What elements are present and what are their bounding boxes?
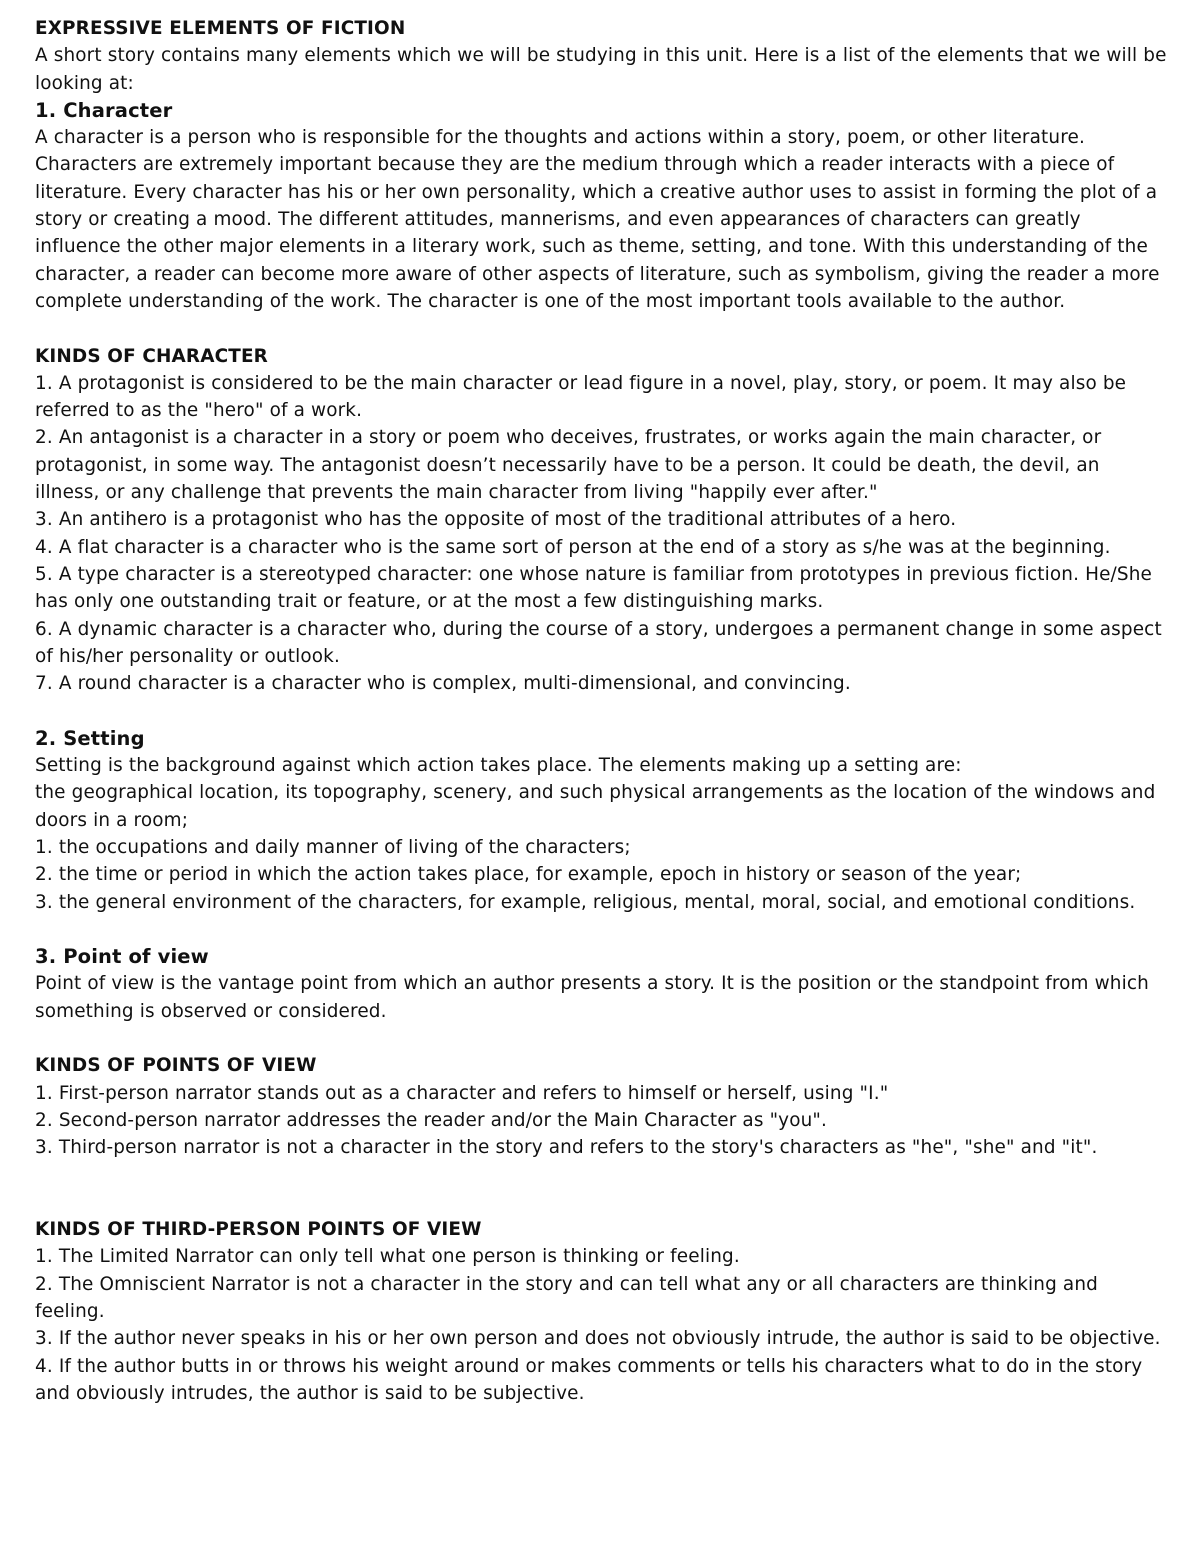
setting-line: 1. the occupations and daily manner of living of the characters; (35, 836, 631, 858)
list-item: 4. A flat character is a character who is the same sort of person at the end of a story as s/he was at the beginning. (35, 536, 1111, 558)
setting-heading: 2. Setting (35, 726, 145, 750)
list-item: 1. First-person narrator stands out as a character and refers to himself or herself, using "I." (35, 1082, 889, 1104)
kinds-of-points-of-view-heading: KINDS OF POINTS OF VIEW (35, 1055, 317, 1077)
list-item: 2. The Omniscient Narrator is not a character in the story and can tell what any or all characters are thinking and feeling. (35, 1273, 1098, 1322)
list-item: 4. If the author butts in or throws his weight around or makes comments or tells his characters what to do in the story and obviously intrudes, the author is said to be subjective. (35, 1355, 1143, 1404)
point-of-view-heading: 3. Point of view (35, 945, 209, 969)
setting-line: 2. the time or period in which the action takes place, for example, epoch in history or season of the year; (35, 864, 1022, 886)
list-item: 3. Third-person narrator is not a character in the story and refers to the story's characters as "he", "she" and "it". (35, 1137, 1098, 1159)
spacer (35, 1025, 1170, 1052)
spacer (35, 1161, 1170, 1216)
kinds-of-character-heading: KINDS OF CHARACTER (35, 345, 268, 367)
list-item: 7. A round character is a character who is complex, multi-dimensional, and convincing. (35, 673, 851, 695)
setting-line: Setting is the background against which action takes place. The elements making up a setting are: (35, 755, 962, 777)
character-heading: 1. Character (35, 98, 173, 122)
document-page (35, 15, 1170, 1407)
intro-paragraph: A short story contains many elements which we will be studying in this unit. Here is a list of the elements that we will be looking at: (35, 45, 1167, 94)
spacer (35, 315, 1170, 342)
list-item: 2. An antagonist is a character in a story or poem who deceives, frustrates, or works again the main character, or protagonist, in some way. The antagonist doesn’t necessarily have to be a person. It could be death, the devil, an illness, or any challenge that prevents the main character from living "happily ever after." (35, 427, 1102, 504)
list-item: 3. An antihero is a protagonist who has the opposite of most of the traditional attributes of a hero. (35, 509, 957, 531)
document-title: EXPRESSIVE ELEMENTS OF FICTION (35, 18, 406, 39)
kinds-of-third-person-heading: KINDS OF THIRD-PERSON POINTS OF VIEW (35, 1219, 482, 1241)
list-item: 2. Second-person narrator addresses the reader and/or the Main Character as "you". (35, 1109, 828, 1131)
character-paragraph: A character is a person who is responsible for the thoughts and actions within a story, poem, or other literature. Characters are extremely important because they are the medium through which a reader interacts with a piece of literature. Every character has his or her own personality, which a creative author uses to assist in forming the plot of a story or creating a mood. The different attitudes, mannerisms, and even appearances of characters can greatly influence the other major elements in a literary work, such as theme, setting, and tone. With this understanding of the character, a reader can become more aware of other aspects of literature, such as symbolism, giving the reader a more complete understanding of the work. The character is one of the most important tools available to the author. (35, 127, 1160, 312)
spacer (35, 697, 1170, 724)
list-item: 3. If the author never speaks in his or her own person and does not obviously intrude, the author is said to be objective. (35, 1328, 1161, 1350)
list-item: 6. A dynamic character is a character who, during the course of a story, undergoes a permanent change in some aspect of his/her personality or outlook. (35, 618, 1162, 667)
point-of-view-paragraph: Point of view is the vantage point from which an author presents a story. It is the position or the standpoint from which something is observed or considered. (35, 973, 1149, 1022)
list-item: 5. A type character is a stereotyped character: one whose nature is familiar from prototypes in previous fiction. He/She has only one outstanding trait or feature, or at the most a few distinguishing marks. (35, 563, 1152, 613)
spacer (35, 916, 1170, 943)
setting-line: 3. the general environment of the characters, for example, religious, mental, moral, social, and emotional conditions. (35, 891, 1136, 913)
setting-line: the geographical location, its topography, scenery, and such physical arrangements as the location of the windows and doors in a room; (35, 782, 1156, 831)
list-item: 1. A protagonist is considered to be the main character or lead figure in a novel, play, story, or poem. It may also be referred to as the "hero" of a work. (35, 372, 1127, 422)
list-item: 1. The Limited Narrator can only tell what one person is thinking or feeling. (35, 1246, 740, 1268)
